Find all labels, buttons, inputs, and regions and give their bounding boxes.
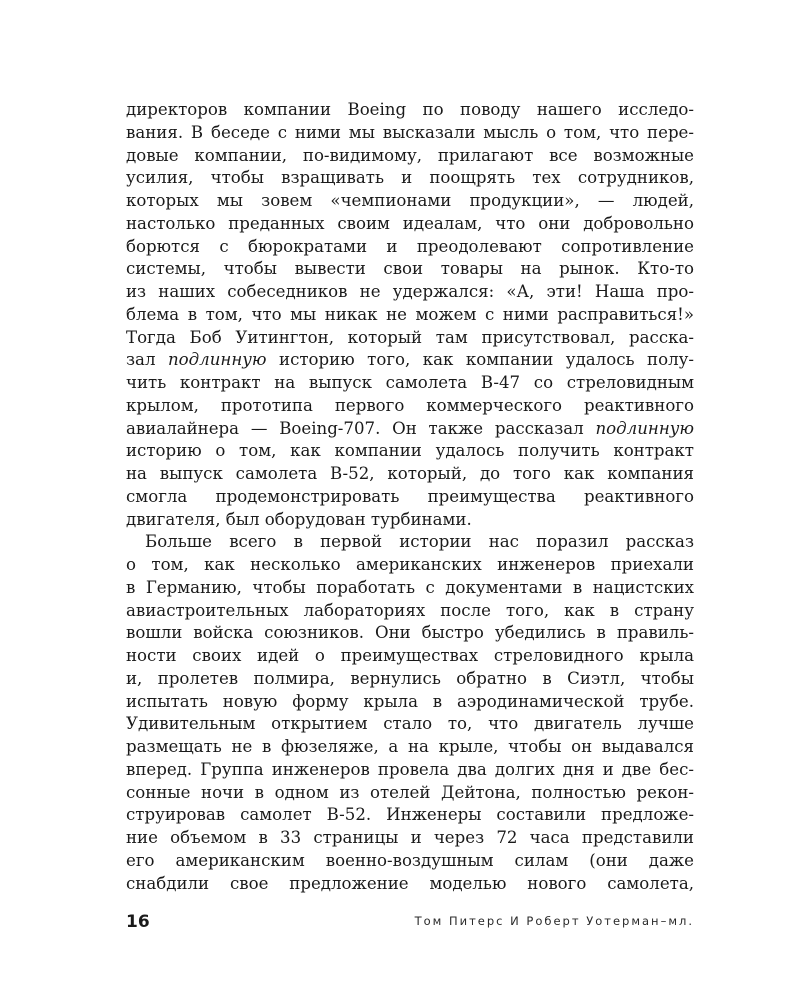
text-line: довые компании, по-видимому, прилагают все возможные <box>126 145 694 165</box>
text-line: которых мы зовем «чемпионами продукции», — людей, <box>126 191 694 210</box>
text-segment: зал <box>126 350 168 370</box>
text-segment: авиалайнера — Boeing-707. Он также рассказал <box>126 418 596 438</box>
text-line: усилия, чтобы взращивать и поощрять тех сотрудников, <box>126 168 694 188</box>
text-line: сонные ночи в одном из отелей Дейтона, полностью рекон- <box>126 782 694 802</box>
text-line: ние объемом в 33 страницы и через 72 часа представили <box>126 828 694 847</box>
text-line: директоров компании Boeing по поводу нашего исследо- <box>126 100 694 119</box>
page-number: 16 <box>126 912 150 932</box>
text-line: о том, как несколько американских инженеров приехали <box>126 555 694 574</box>
text-line: ности своих идей о преимуществах стреловидного крыла <box>126 646 694 665</box>
text-line: размещать не в фюзеляже, а на крыле, чтобы он выдавался <box>126 737 694 756</box>
text-line: и, пролетев полмира, вернулись обратно в Сиэтл, чтобы <box>126 668 694 688</box>
emphasis-text: подлинную <box>595 418 694 438</box>
text-line: вания. В беседе с ними мы высказали мысль о том, что пере- <box>126 122 694 142</box>
text-line: настолько преданных своим идеалам, что они добровольно <box>126 213 694 233</box>
running-footer-authors: Том Питерс И Роберт Уотерман–мл. <box>414 914 694 928</box>
text-line: блема в том, что мы никак не можем с ними расправиться!» <box>126 304 694 324</box>
text-line: двигателя, был оборудован турбинами. <box>126 509 472 529</box>
text-line: из наших собеседников не удержался: «А, эти! Наша про- <box>126 282 694 301</box>
emphasis-text: подлинную <box>167 350 267 370</box>
text-line: вперед. Группа инженеров провела два долгих дня и две бес- <box>126 759 694 779</box>
text-line: снабдили свое предложение моделью нового самолета, <box>126 873 694 893</box>
text-line: смогла продемонстрировать преимущества реактивного <box>126 486 694 506</box>
text-line: в Германию, чтобы поработать с документами в нацистских <box>126 577 694 597</box>
text-line <box>126 349 694 372</box>
text-line: борются с бюрократами и преодолевают сопротивление <box>126 236 694 256</box>
text-line: на выпуск самолета B-52, который, до того как компания <box>126 464 694 483</box>
text-line: струировав самолет B-52. Инженеры составили предложе- <box>126 805 694 825</box>
text-line: крылом, прототипа первого коммерческого реактивного <box>126 395 694 415</box>
text-line: испытать новую форму крыла в аэродинамической трубе. <box>126 691 694 711</box>
text-line: его американским военно-воздушным силам (они даже <box>126 850 694 870</box>
text-line <box>126 418 694 441</box>
text-line: вошли войска союзников. Они быстро убедились в правиль- <box>126 623 694 643</box>
text-line: Больше всего в первой истории нас поразил рассказ <box>145 532 694 552</box>
text-line: Удивительным открытием стало то, что двигатель лучше <box>126 714 694 734</box>
text-line: системы, чтобы вывести свои товары на рынок. Кто-то <box>126 259 694 279</box>
text-line: историю о том, как компании удалось получить контракт <box>126 441 694 461</box>
text-line: Тогда Боб Уитингтон, который там присутствовал, расска- <box>126 327 694 347</box>
text-segment: историю того, как компании удалось полу- <box>266 350 694 370</box>
text-line: чить контракт на выпуск самолета B-47 со стреловидным <box>126 373 694 392</box>
text-line: авиастроительных лабораториях после того, как в страну <box>126 600 694 620</box>
page-body <box>126 99 694 895</box>
